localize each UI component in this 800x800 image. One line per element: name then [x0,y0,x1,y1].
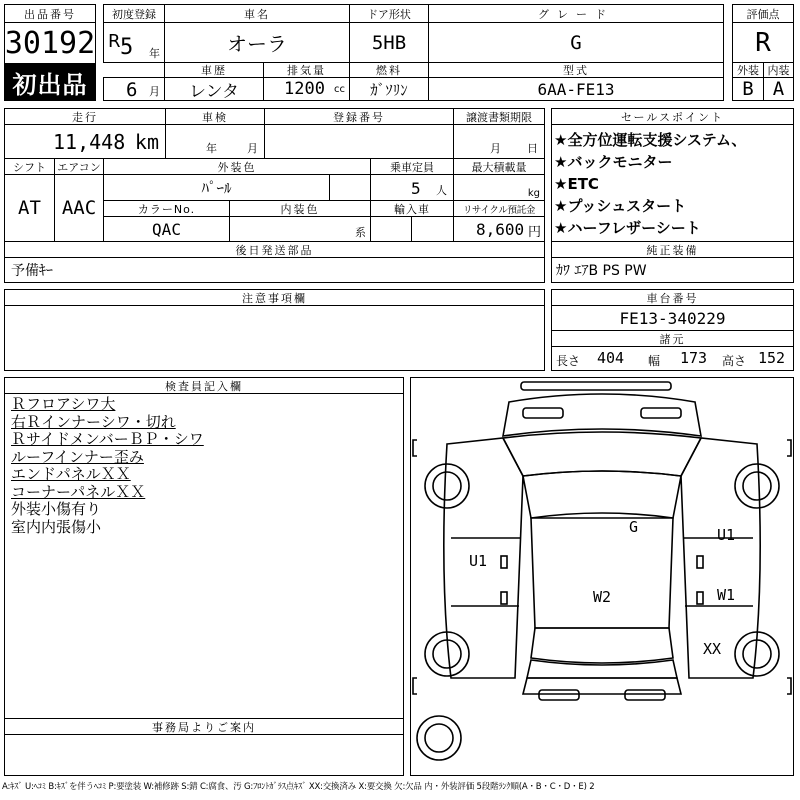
front-bumper-top [521,382,671,390]
car-name: オーラ [164,22,350,63]
right-bracket [787,440,791,456]
right-bracket [787,678,791,694]
chassis-number: FE13-340229 [551,305,794,331]
front-right-wheel-shape [735,464,779,508]
ac: AAC [54,174,104,242]
mileage-cell [4,124,166,159]
inspector-notes-label: 検査員記入欄 [4,377,404,394]
width: 173 [680,349,708,367]
import-car-label: 輸入車 [370,200,454,217]
car-name-label: 車名 [164,4,350,23]
first-registration-month-cell [103,77,165,101]
inspector-note: 外装小傷有り [11,500,102,518]
dimensions-label: 諸元 [551,330,794,347]
caution-label: 注意事項欄 [4,289,545,306]
shift: AT [4,174,55,242]
year-unit: 年 [149,47,160,60]
car-diagram-panel [410,377,794,776]
history: レンタ [164,77,264,101]
recycle-fee: 8,600 [476,220,525,239]
left-bracket [413,440,417,456]
exterior-color-extra-cell [329,174,371,201]
inspection-cell [165,124,265,159]
document-deadline-cell [453,124,545,159]
door-type-label: ドア形状 [349,4,429,23]
interior-color-cell [229,216,371,242]
damage-mark-u1-right: U1 [717,526,736,544]
sales-point-item: ★バックモニター [554,153,673,171]
score: R [732,22,794,63]
month-unit: 月 [149,85,160,98]
later-delivery-label: 後日発送部品 [4,241,545,258]
era: R [108,31,121,52]
displacement-unit: cc [334,84,345,95]
left-handle-shape [501,592,507,604]
left-bracket [413,678,417,694]
interior-label: 内装 [763,62,794,78]
history-label: 車歴 [164,62,264,78]
document-deadline-label: 譲渡書類期限 [453,108,545,125]
first-registration-label: 初度登録 [103,4,165,23]
inspector-note: 右Ｒインナーシワ・切れ [11,412,176,431]
model-label: 型式 [428,62,724,78]
shift-label: シフト [4,158,55,175]
interior-color-label: 内装色 [229,200,371,217]
inspector-note: Ｒフロアシワ大 [11,395,116,413]
displacement: 1200 [284,79,325,99]
damage-mark-w1: W1 [717,586,736,604]
first-registration-year-cell [103,22,165,63]
grade-label: グレード [428,4,724,23]
ac-label: エアコン [54,158,104,175]
registration-number-label: 登録番号 [264,108,454,125]
sales-point-item: ★ハーフレザーシート [554,219,701,237]
import-car-cell-2 [411,216,454,242]
inspection-label: 車検 [165,108,265,125]
model: 6AA-FE13 [428,77,724,101]
interior-grade: A [763,77,794,101]
dimensions-cell [551,346,794,371]
lot-number-label: 出品番号 [4,4,96,23]
first-listing-badge: 初出品 [4,63,96,101]
inspector-note: エンドパネルＸＸ [11,465,131,483]
right-handle-shape [697,592,703,604]
capacity-label: 乗車定員 [370,158,454,175]
taillight-right-shape [625,690,665,700]
lot-number: 30192 [4,22,96,64]
recycle-fee-cell [453,216,545,242]
caution-box [4,305,545,371]
fuel: ｶﾞｿﾘﾝ [349,77,429,101]
inspection-month-unit: 月 [247,142,258,155]
door-type: 5HB [349,22,429,63]
score-label: 評価点 [732,4,794,23]
max-load-unit: kg [527,188,540,199]
inspector-notes-box [4,393,404,719]
damage-mark-w2: W2 [593,588,612,606]
chassis-number-label: 車台番号 [551,289,794,306]
windshield-shape [523,471,681,518]
sales-point-item: ★ETC [554,175,599,193]
exterior-color: ﾊﾟｰﾙ [103,174,330,201]
height: 152 [758,349,786,367]
inspector-note: ＲサイドメンバーＢＰ・シワ [11,430,204,448]
sales-points-label: セールスポイント [551,108,794,125]
front-right-wheel-inner [743,472,771,500]
inspection-year-unit: 年 [206,142,217,155]
front-left-wheel-inner [433,472,461,500]
deadline-day-unit: 日 [527,142,538,155]
damage-mark-xx: XX [703,640,722,658]
sales-point-item: ★全方位運転支援システム、 [554,131,747,149]
registration-number-cell [264,124,454,159]
damage-mark-g: G [629,518,639,536]
front-left-wheel-shape [425,464,469,508]
length: 404 [597,349,625,367]
office-notice-label: 事務局よりご案内 [4,718,404,735]
office-notice-box [4,734,404,776]
exterior-color-label: 外装色 [103,158,371,175]
displacement-label: 排気量 [263,62,350,78]
roof-shape [531,518,673,628]
inspector-note: 室内内張傷小 [11,517,102,536]
capacity-unit: 人 [436,184,447,197]
color-number-label: カラーNo. [103,200,230,217]
rear-window-shape [531,628,673,663]
hood-shape [503,432,701,476]
mileage: 11,448 [53,130,126,154]
recycle-fee-label: リサイクル預託金 [453,200,545,217]
displacement-cell [263,77,350,101]
interior-color-unit: 系 [355,226,366,239]
later-delivery-parts: 予備ｷｰ [4,257,545,283]
legend: A:ｷｽﾞ U:ﾍｺﾐ B:ｷｽﾞを伴うﾍｺﾐ P:要塗装 W:補修跡 S:錆 C:腐食、汚 G:ﾌﾛﾝﾄｶﾞﾗｽ点ｷｽﾞ XX:交換済み X:要交換 欠:欠品 内・外装評価 5段階ﾗﾝｸ順(A・B・C・D・E) 2 [2,782,595,792]
taillight-left-shape [539,690,579,700]
sales-points-box [551,124,794,242]
inspector-note: コーナーパネルＸＸ [11,482,146,501]
mileage-unit: km [134,130,159,154]
import-car-cell-1 [370,216,412,242]
capacity-cell [370,174,454,201]
spare-tire-inner [425,724,453,752]
equipment-label: 純正装備 [551,241,794,258]
registration-month: 6 [126,79,138,101]
registration-year: 5 [120,35,134,60]
deadline-month-unit: 月 [490,142,501,155]
right-handle-shape [697,556,703,568]
front-bumper-shape [503,394,701,436]
max-load-label: 最大積載量 [453,158,545,175]
spare-tire-shape [417,716,461,760]
fuel-label: 燃料 [349,62,429,78]
headlight-right-shape [641,408,681,418]
exterior-grade: B [732,77,764,101]
car-damage-diagram [411,378,793,775]
mileage-label: 走行 [4,108,166,125]
capacity: 5 [411,179,421,198]
max-load-cell [453,174,545,201]
left-handle-shape [501,556,507,568]
height-label: 高さ [722,354,747,368]
exterior-label: 外装 [732,62,764,78]
inspector-note: ルーフインナー歪み [11,447,144,466]
damage-mark-u1-left: U1 [469,552,488,570]
recycle-fee-unit: 円 [527,225,541,240]
grade: G [428,22,724,63]
headlight-left-shape [523,408,563,418]
color-number: QAC [103,216,230,242]
equipment: ｶﾜ ｴｱB PS PW [551,257,794,283]
length-label: 長さ [556,354,581,368]
rear-bumper-shape [523,678,681,694]
sales-point-item: ★プッシュスタート [554,197,687,215]
width-label: 幅 [648,354,661,368]
